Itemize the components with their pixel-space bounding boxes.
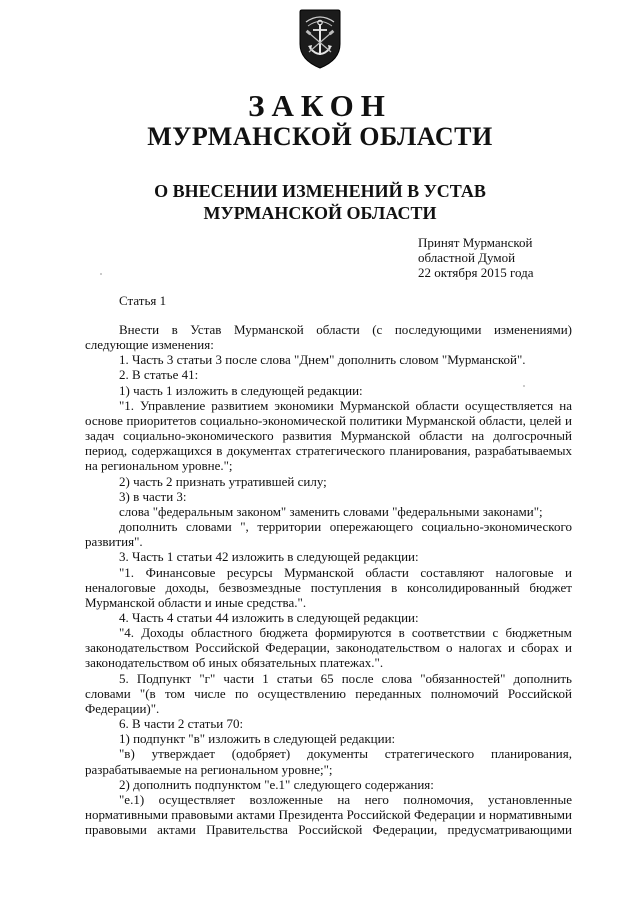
text-line: 6. В части 2 статьи 70: (119, 716, 244, 732)
text-line: слова "федеральным законом" заменить словами "федеральными законами"; (119, 503, 543, 519)
text-line: 2. В статье 41: (119, 367, 199, 383)
law-title: ЗАКОН (248, 88, 392, 123)
region-title: МУРМАНСКОЙ ОБЛАСТИ (147, 122, 493, 151)
text-line: законодательством Российской Федерации, законодательством о налогах и сборах и (85, 640, 572, 656)
text-line: 3. Часть 1 статьи 42 изложить в следующей редакции: (119, 549, 419, 565)
article-heading: Статья 1 (119, 293, 167, 308)
text-line: "в) утверждает (одобряет) документы стратегического планирования, (119, 746, 572, 762)
text-line: период, содержащихся в документах стратегического планирования, разрабатываемых (85, 443, 572, 459)
text-line: дополнить словами ", территории опережающего социально-экономического (119, 519, 572, 535)
coat-of-arms-icon (298, 8, 342, 70)
law-subject-line-1: О ВНЕСЕНИИ ИЗМЕНЕНИЙ В УСТАВ (154, 181, 486, 201)
article-body (85, 322, 572, 837)
text-line: задач социально-экономического развития Мурманской области на долгосрочный (85, 428, 572, 444)
text-line: правовыми актами Правительства Российской Федерации, предусматривающими (85, 822, 572, 838)
text-line: Федерации)". (85, 700, 160, 716)
text-line: Мурманской области и иные средства.". (85, 594, 307, 610)
law-subject-line-2: МУРМАНСКОЙ ОБЛАСТИ (203, 203, 437, 223)
text-line: 1. Часть 3 статьи 3 после слова "Днем" дополнить словом "Мурманской". (119, 352, 526, 368)
text-line: законодательством об иных обязательных платежах.". (85, 655, 384, 671)
text-line: развития". (85, 534, 143, 550)
text-line: 3) в части 3: (119, 488, 187, 504)
text-line: 2) дополнить подпунктом "е.1" следующего содержания: (119, 776, 434, 792)
text-line: 1) часть 1 изложить в следующей редакции: (119, 382, 363, 398)
text-line: на региональном уровне."; (85, 458, 233, 474)
text-line: словами "(в том числе по осуществлению переданных полномочий Российской (85, 685, 572, 701)
text-line: 4. Часть 4 статьи 44 изложить в следующей редакции: (119, 609, 419, 625)
text-line: нормативными правовыми актами Президента Российской Федерации и нормативными (85, 807, 572, 822)
text-line: Внести в Устав Мурманской области (с последующими изменениями) (119, 322, 572, 337)
text-line: разрабатываемые на региональном уровне;"; (85, 761, 333, 777)
text-line: "1. Финансовые ресурсы Мурманской области составляют налоговые и (119, 564, 572, 580)
text-line: неналоговые доходы, безвозмездные поступления в консолидированный бюджет (85, 579, 572, 595)
text-line: "1. Управление развитием экономики Мурманской области осуществляется на (119, 397, 572, 413)
adoption-line: Принят Мурманской (418, 235, 533, 250)
scan-speck (523, 385, 525, 387)
text-line: 1) подпункт "в" изложить в следующей редакции: (119, 731, 396, 747)
text-line: "4. Доходы областного бюджета формируются в соответствии с бюджетным (119, 625, 572, 641)
text-line: основе приоритетов социально-экономической политики Мурманской области, целей и (85, 412, 572, 428)
scan-speck (100, 273, 102, 275)
adoption-date: 22 октября 2015 года (418, 265, 534, 280)
text-line: "е.1) осуществляет возложенные на него полномочия, установленные (119, 791, 572, 807)
text-line: 2) часть 2 признать утратившей силу; (119, 473, 327, 489)
text-line: 5. Подпункт "г" части 1 статьи 65 после слова "обязанностей" дополнить (119, 670, 572, 686)
adoption-line: областной Думой (418, 250, 516, 265)
text-line: следующие изменения: (85, 337, 214, 353)
adoption-info (418, 235, 534, 280)
